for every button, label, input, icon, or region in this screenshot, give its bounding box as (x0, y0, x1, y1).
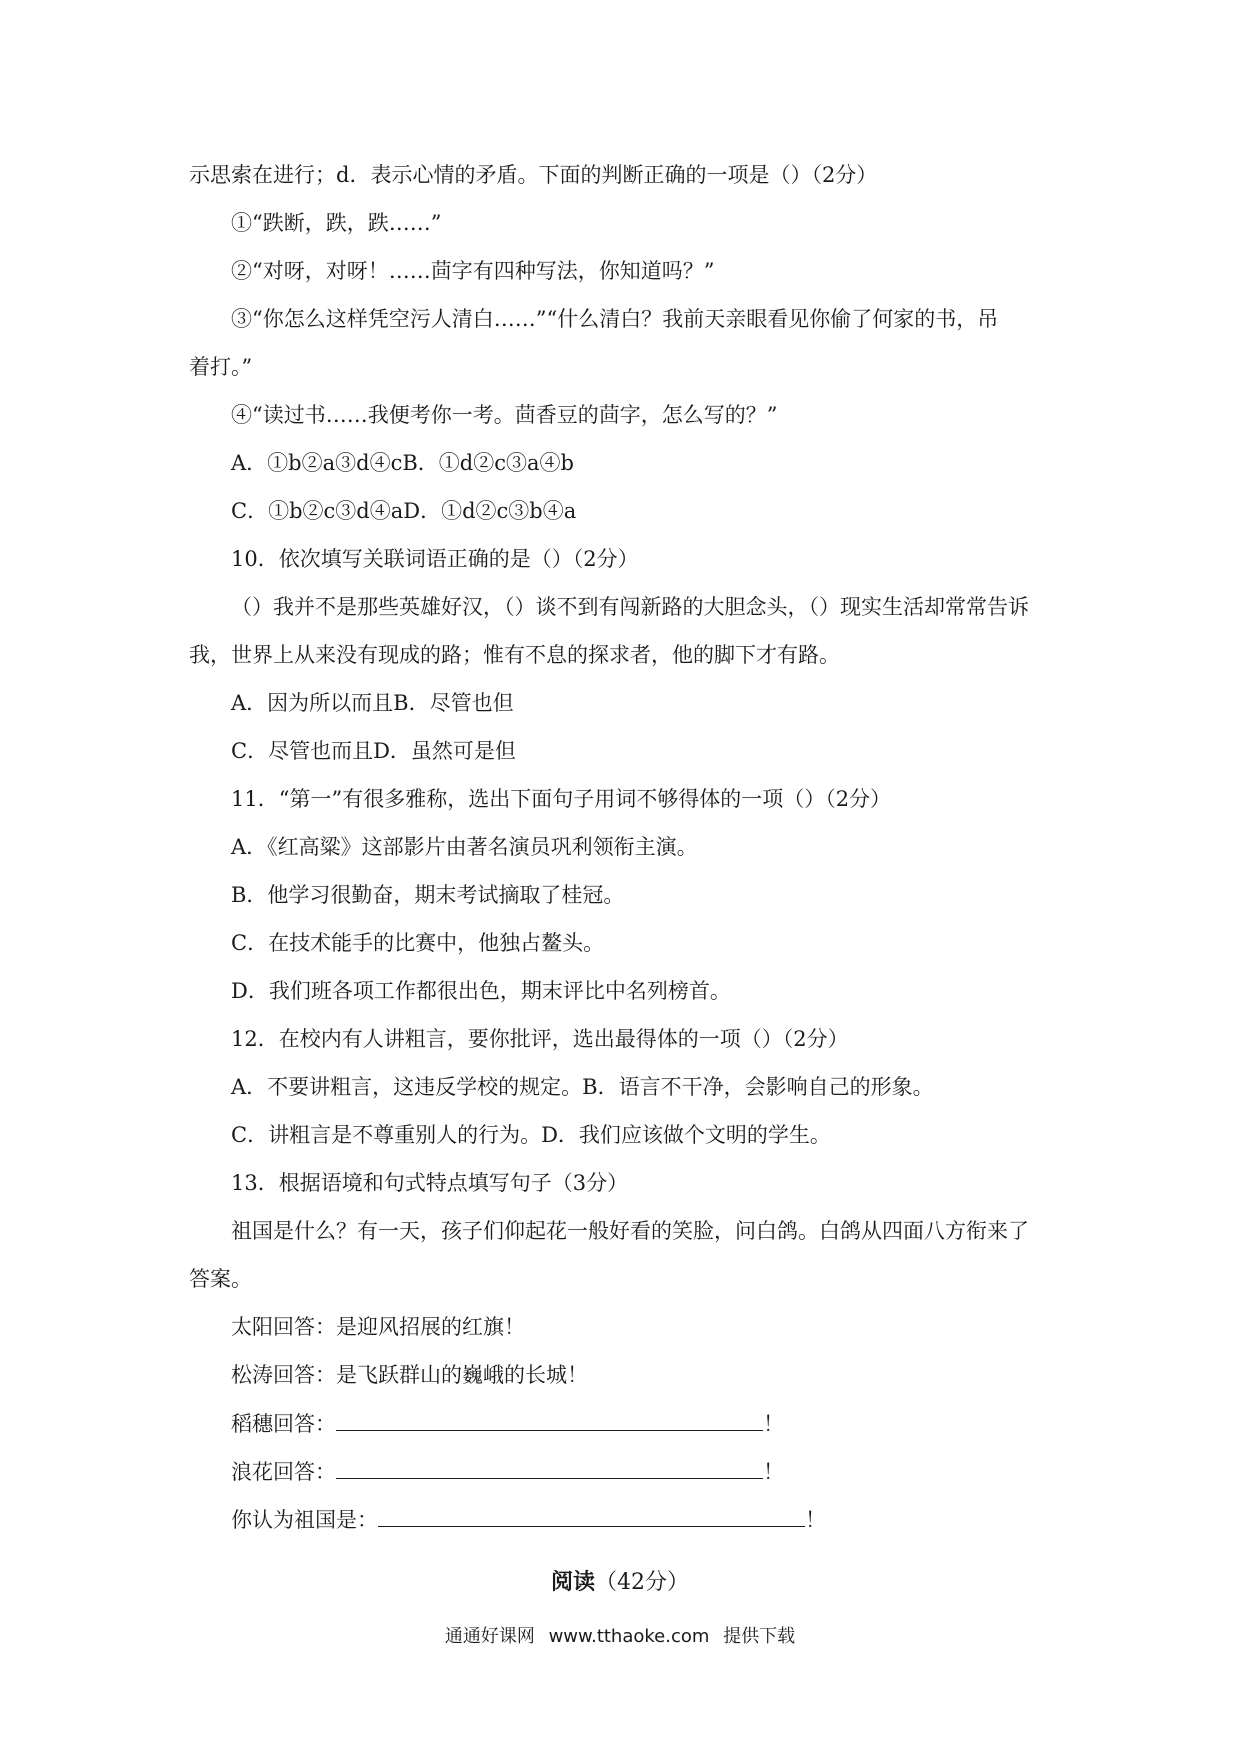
text-line: 祖国是什么？有一天，孩子们仰起花一般好看的笑脸，问白鸽。白鸽从四面八方衔来了 (231, 1219, 1029, 1243)
option-line: C．尽管也而且D．虽然可是但 (231, 739, 516, 763)
option-line: A．《红高粱》这部影片由著名演员巩利领衔主演。 (231, 835, 698, 859)
answer-blank[interactable] (336, 1408, 763, 1431)
text-line: （）我并不是那些英雄好汉，（）谈不到有闯新路的大胆念头，（）现实生活却常常告诉 (231, 595, 1029, 619)
blank-label: 稻穗回答： (231, 1412, 336, 1436)
blank-label: 你认为祖国是： (231, 1508, 378, 1532)
text-line: ②“对呀，对呀！……茴字有四种写法，你知道吗？” (231, 259, 715, 283)
answer-blank[interactable] (378, 1504, 805, 1527)
option-line: A．不要讲粗言，这违反学校的规定。B．语言不干净，会影响自己的形象。 (231, 1075, 934, 1099)
text-line: 我，世界上从来没有现成的路；惟有不息的探求者，他的脚下才有路。 (189, 643, 840, 667)
question-13: 13．根据语境和句式特点填写句子（3分） (231, 1171, 629, 1195)
blank-end: ！ (763, 1460, 784, 1484)
footer-site: 通通好课网 (444, 1626, 535, 1647)
section-score: （42分） (595, 1570, 689, 1595)
option-line: C．①b②c③d④aD．①d②c③b④a (231, 499, 577, 523)
question-12: 12．在校内有人讲粗言，要你批评，选出最得体的一项（）（2分） (231, 1027, 849, 1051)
section-title-text: 阅读 (550, 1569, 595, 1595)
text-line: 太阳回答：是迎风招展的红旗！ (231, 1315, 525, 1339)
option-line: C．讲粗言是不尊重别人的行为。D．我们应该做个文明的学生。 (231, 1123, 831, 1147)
text-line: ④“读过书……我便考你一考。茴香豆的茴字，怎么写的？” (231, 403, 778, 427)
text-line: ①“跌断，跌，跌……” (231, 211, 442, 235)
page-footer (0, 1624, 1240, 1650)
answer-blank[interactable] (336, 1456, 763, 1479)
option-line: C．在技术能手的比赛中，他独占鳌头。 (231, 931, 605, 955)
question-11: 11．“第一”有很多雅称，选出下面句子用词不够得体的一项（）（2分） (231, 787, 892, 811)
fill-blank-line (231, 1408, 784, 1439)
blank-end: ！ (805, 1508, 826, 1532)
fill-blank-line (231, 1504, 826, 1535)
blank-end: ！ (763, 1412, 784, 1436)
text-line: 示思索在进行；d．表示心情的矛盾。下面的判断正确的一项是（）（2分） (189, 163, 878, 187)
text-line: ③“你怎么这样凭空污人清白……”“什么清白？我前天亲眼看见你偷了何家的书，吊 (231, 307, 999, 331)
section-title (0, 1567, 1240, 1598)
question-10: 10．依次填写关联词语正确的是（）（2分） (231, 547, 639, 571)
footer-url: www.tthaoke.com (548, 1626, 710, 1647)
option-line: A．因为所以而且B．尽管也但 (231, 691, 514, 715)
option-line: D．我们班各项工作都很出色，期末评比中名列榜首。 (231, 979, 731, 1003)
text-line: 松涛回答：是飞跃群山的巍峨的长城！ (231, 1363, 588, 1387)
fill-blank-line (231, 1456, 784, 1487)
footer-note: 提供下载 (723, 1626, 796, 1647)
text-line: 答案。 (189, 1267, 252, 1291)
option-line: A．①b②a③d④cB．①d②c③a④b (231, 451, 574, 475)
option-line: B．他学习很勤奋，期末考试摘取了桂冠。 (231, 883, 625, 907)
blank-label: 浪花回答： (231, 1460, 336, 1484)
text-line: 着打。” (189, 355, 253, 379)
